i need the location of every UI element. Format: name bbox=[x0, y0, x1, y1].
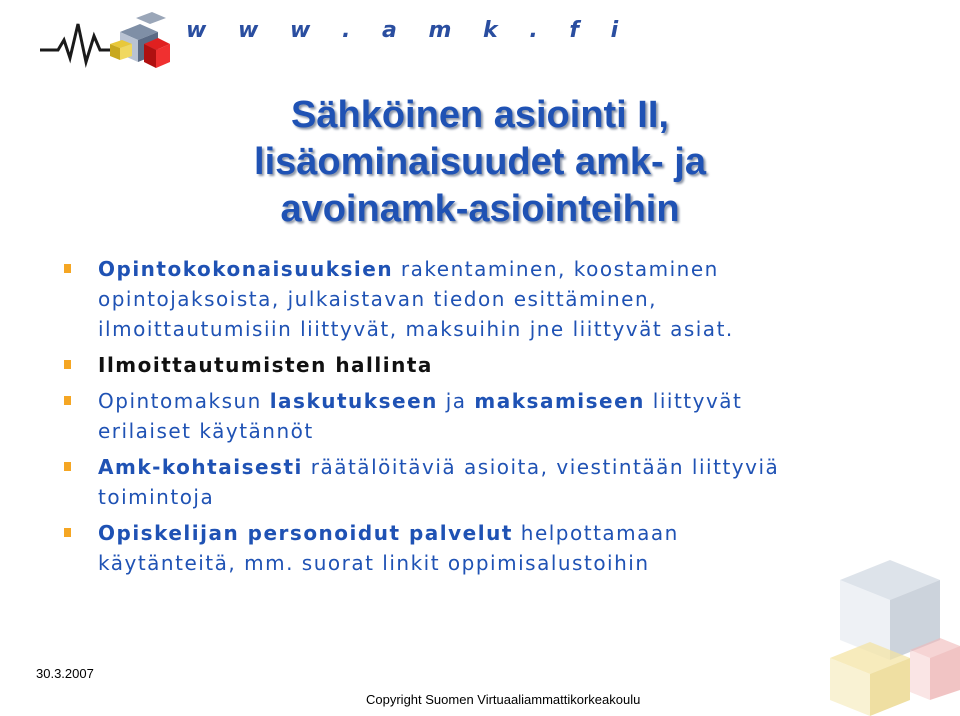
bullet-square-icon bbox=[64, 264, 71, 273]
bullet-bold-text: laskutukseen bbox=[269, 389, 438, 413]
bullet-bold-text: maksamiseen bbox=[474, 389, 645, 413]
bullet-square-icon bbox=[64, 360, 71, 369]
bullet-list bbox=[62, 254, 922, 578]
bullet-line: Ilmoittautumisten hallinta bbox=[98, 353, 433, 377]
footer-copyright: Copyright Suomen Virtuaaliammattikorkeakoulu bbox=[366, 692, 641, 707]
slide-title bbox=[0, 92, 960, 233]
bullet-line bbox=[98, 254, 922, 284]
bullet-item bbox=[62, 386, 922, 446]
amk-logo-icon bbox=[40, 10, 190, 74]
bullet-line: ilmoittautumisiin liittyvät, maksuihin jne liittyvät asiat. bbox=[98, 317, 734, 341]
bullet-text: helpottamaan bbox=[512, 521, 679, 545]
header bbox=[0, 0, 960, 80]
bullet-bold-text: Opiskelijan personoidut palvelut bbox=[98, 521, 513, 545]
title-line-2: lisäominaisuudet amk- ja bbox=[254, 141, 706, 183]
bullet-item bbox=[62, 518, 922, 578]
bullet-square-icon bbox=[64, 462, 71, 471]
bullet-square-icon bbox=[64, 528, 71, 537]
bullet-item bbox=[62, 350, 922, 380]
bullet-line: erilaiset käytännöt bbox=[98, 419, 314, 443]
bullet-line: opintojaksoista, julkaistavan tiedon esittäminen, bbox=[98, 287, 657, 311]
bullet-text: liittyvät bbox=[644, 389, 743, 413]
bullet-text: ja bbox=[437, 389, 475, 413]
bullet-line: toimintoja bbox=[98, 485, 215, 509]
bullet-text: Opintomaksun bbox=[98, 389, 270, 413]
bullet-item bbox=[62, 452, 922, 512]
bullet-bold-text: Opintokokonaisuuksien bbox=[98, 257, 394, 281]
footer-date: 30.3.2007 bbox=[36, 666, 94, 681]
website-url[interactable]: w w w . a m k . f i bbox=[186, 18, 631, 43]
bullet-line bbox=[98, 386, 922, 416]
title-line-1: Sähköinen asiointi II, bbox=[291, 94, 669, 136]
bullet-item bbox=[62, 254, 922, 344]
title-line-3: avoinamk-asiointeihin bbox=[280, 188, 680, 230]
bullet-text: rakentaminen, koostaminen bbox=[393, 257, 719, 281]
decorative-cubes-icon bbox=[800, 540, 960, 716]
bullet-line bbox=[98, 452, 922, 482]
bullet-text: räätälöitäviä asioita, viestintään liittyviä bbox=[302, 455, 780, 479]
bullet-line bbox=[98, 518, 922, 548]
bullet-square-icon bbox=[64, 396, 71, 405]
bullet-line: käytänteitä, mm. suorat linkit oppimisalustoihin bbox=[98, 551, 650, 575]
bullet-bold-text: Amk-kohtaisesti bbox=[98, 455, 303, 479]
